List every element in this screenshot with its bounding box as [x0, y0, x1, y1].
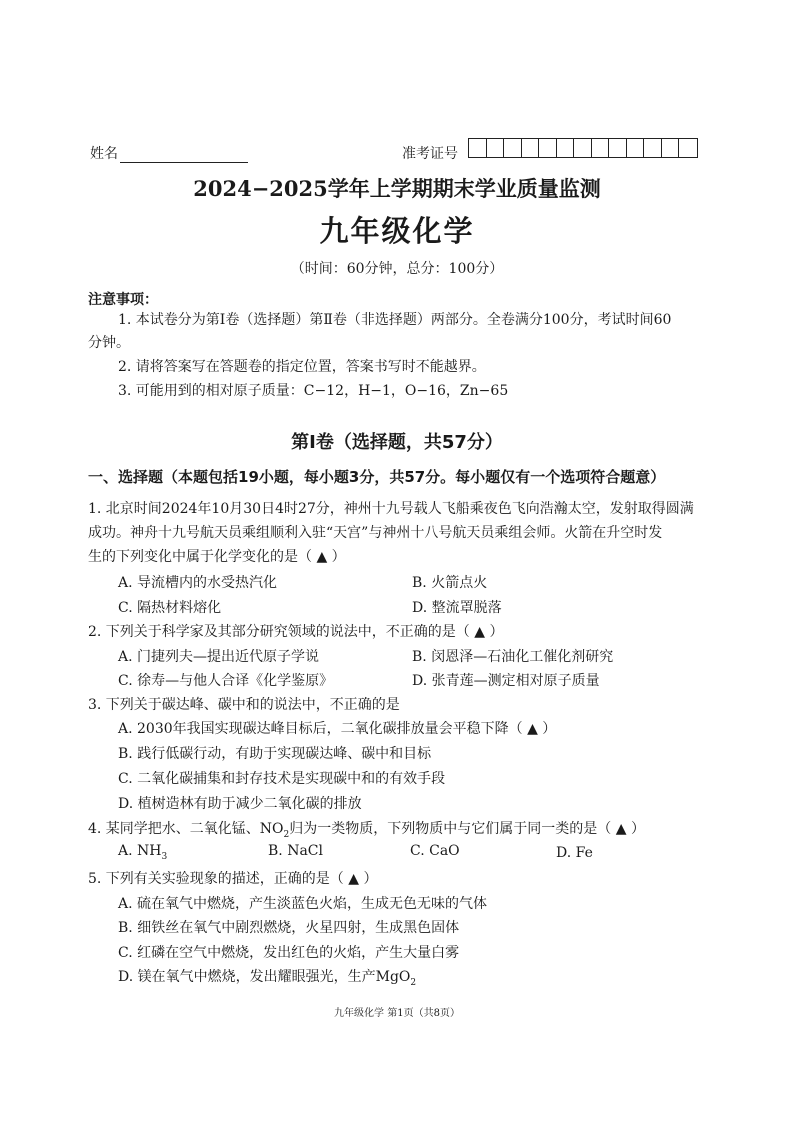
q5-option-a: A. 硫在氧气中燃烧，产生淡蓝色火焰，生成无色无味的气体	[118, 896, 488, 912]
q1-stem-1: 1. 北京时间2024年10月30日4时27分，神州十九号载人飞船乘夜色飞向浩瀚太空，发射取得圆满	[88, 501, 694, 517]
name-label: 姓名	[90, 146, 118, 162]
q5-option-d: D. 镁在氧气中燃烧，发出耀眼强光，生产MgO$_2$	[118, 969, 417, 988]
q3-option-d: D. 植树造林有助于减少二氧化碳的排放	[118, 796, 362, 812]
q1-option-b: B. 火箭点火	[412, 575, 488, 591]
note-3: 3. 可能用到的相对原子质量：C−12，H−1，O−16，Zn−65	[118, 383, 509, 399]
subject-title: 九年级化学	[319, 214, 475, 248]
name-field	[90, 143, 248, 163]
exam-id-boxes	[468, 138, 698, 158]
q3-option-b: B. 践行低碳行动，有助于实现碳达峰、碳中和目标	[118, 746, 432, 762]
q2-option-a: A. 门捷列夫—提出近代原子学说	[118, 649, 320, 665]
q2-option-d: D. 张青莲—测定相对原子质量	[412, 673, 600, 689]
q2-option-b: B. 闵恩泽—石油化工催化剂研究	[412, 649, 614, 665]
q4-stem: 4. 某同学把水、二氧化锰、$NO_2$归为一类物质，下列物质中与它们属于同一类的是（ ▲ ）	[88, 821, 645, 840]
q5-option-c: C. 红磷在空气中燃烧，发出红色的火焰，产生大量白雾	[118, 945, 460, 961]
q2-option-c: C. 徐寿—与他人合译《化学鉴原》	[118, 673, 334, 689]
q3-option-c: C. 二氧化碳捕集和封存技术是实现碳中和的有效手段	[118, 771, 446, 787]
q2-stem: 2. 下列关于科学家及其部分研究领域的说法中，不正确的是（ ▲ ）	[88, 624, 504, 640]
exam-title: 2024−2025学年上学期期末学业质量监测	[193, 176, 601, 201]
q4-option-b: B. NaCl	[268, 843, 323, 859]
time-and-score: （时间：60分钟，总分：100分）	[290, 261, 504, 277]
q1-option-a: A. 导流槽内的水受热汽化	[118, 575, 278, 591]
q5-option-b: B. 细铁丝在氧气中剧烈燃烧，火星四射，生成黑色固体	[118, 920, 460, 936]
q3-option-a: A. 2030年我国实现碳达峰目标后，二氧化碳排放量会平稳下降（ ▲ ）	[118, 721, 557, 737]
q1-option-d: D. 整流罩脱落	[412, 600, 502, 616]
note-1: 1. 本试卷分为第Ⅰ卷（选择题）第Ⅱ卷（非选择题）两部分。全卷满分100分，考试时间60	[118, 312, 672, 328]
q1-option-c: C. 隔热材料熔化	[118, 600, 222, 616]
q5-stem: 5. 下列有关实验现象的描述，正确的是（ ▲ ）	[88, 871, 378, 887]
name-blank-line	[120, 148, 248, 163]
exam-id-label: 准考证号	[402, 146, 458, 162]
note-1-cont: 分钟。	[88, 335, 130, 351]
q4-option-a: A. $NH_3$	[118, 843, 168, 862]
part-heading: 一、选择题（本题包括19小题，每小题3分，共57分。每小题仅有一个选项符合题意）	[88, 468, 666, 486]
note-2: 2. 请将答案写在答题卷的指定位置，答案书写时不能越界。	[118, 359, 486, 375]
q1-stem-2: 成功。神舟十九号航天员乘组顺利入驻“天宫”与神州十八号航天员乘组会师。火箭在升空时发	[88, 525, 663, 541]
q4-option-d: D. Fe	[556, 845, 593, 861]
page-footer: 九年级化学 第1页（共8页）	[334, 1008, 460, 1019]
q3-stem: 3. 下列关于碳达峰、碳中和的说法中，不正确的是	[88, 697, 400, 713]
section-title: 第Ⅰ卷（选择题，共57分）	[291, 432, 503, 453]
notes-heading: 注意事项：	[88, 292, 158, 308]
q1-stem-3: 生的下列变化中属于化学变化的是（ ▲ ）	[88, 549, 346, 565]
q4-option-c: C. CaO	[410, 843, 460, 859]
